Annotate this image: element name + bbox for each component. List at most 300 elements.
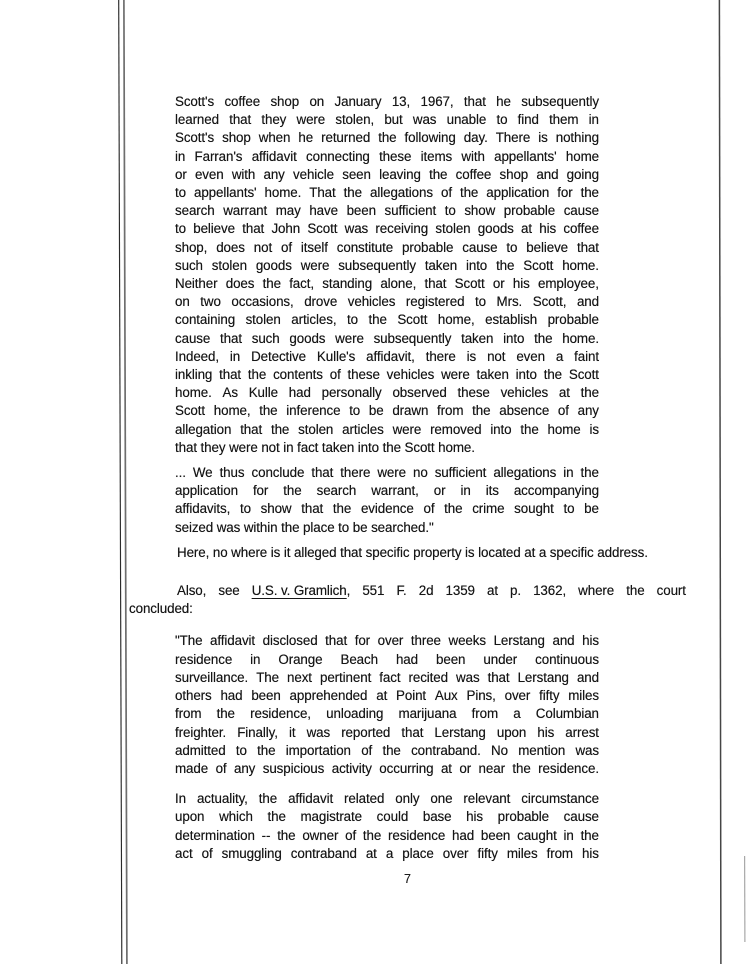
text-line: Here, no where is it alleged that specific property is located at a specific address. xyxy=(177,544,648,560)
word: constitute xyxy=(336,239,394,255)
word: been xyxy=(251,688,281,704)
left-scan-line-dark xyxy=(119,0,122,964)
word: was xyxy=(344,221,369,237)
word: was xyxy=(306,724,331,740)
text-line xyxy=(175,293,599,311)
word: Scott xyxy=(523,257,554,273)
word: his xyxy=(466,809,483,825)
word: the xyxy=(520,421,539,437)
word: these xyxy=(457,385,490,401)
word: contents xyxy=(273,367,323,383)
word: F. xyxy=(396,583,407,599)
word: owner xyxy=(302,827,339,843)
word: cause xyxy=(462,239,498,255)
word: suspicious xyxy=(262,760,325,776)
word: January xyxy=(334,94,382,109)
word: absence xyxy=(499,403,550,419)
word: the xyxy=(459,185,479,201)
word: probable xyxy=(547,312,599,328)
word: any xyxy=(263,166,285,182)
word: the xyxy=(343,185,362,201)
word: even xyxy=(516,348,545,364)
word: show xyxy=(464,203,496,219)
text-line xyxy=(175,760,599,778)
word: recited xyxy=(408,669,448,685)
word: learned xyxy=(175,112,219,128)
word: base xyxy=(422,809,452,825)
word: Mrs. xyxy=(496,294,523,310)
text-line xyxy=(175,790,599,808)
word: that xyxy=(424,276,447,292)
word: is xyxy=(466,348,477,364)
word: for xyxy=(557,185,573,201)
text-line xyxy=(175,129,599,147)
left-scan-line-gray xyxy=(124,0,127,964)
word: Orange xyxy=(278,651,323,667)
word: the xyxy=(247,367,267,383)
word: contraband xyxy=(290,845,357,861)
word: shop, xyxy=(175,239,208,255)
word: been xyxy=(436,651,466,667)
word: with xyxy=(461,148,485,164)
word: shop xyxy=(270,94,300,109)
word: appellants' xyxy=(494,148,557,164)
word: affidavits, xyxy=(175,501,231,517)
word: stolen xyxy=(211,257,247,273)
text-line xyxy=(175,384,599,402)
quote-we-thus-conclude xyxy=(175,464,599,537)
word: activity xyxy=(331,760,372,776)
word: probable xyxy=(402,239,454,255)
word: three xyxy=(410,633,441,649)
word: residence, xyxy=(250,706,311,722)
text-line xyxy=(175,724,599,742)
word: and xyxy=(536,166,559,182)
word: were xyxy=(335,330,364,346)
word: leaving xyxy=(379,166,421,182)
word: the xyxy=(378,130,397,146)
word: residence xyxy=(388,827,446,843)
word: stolen xyxy=(298,421,334,437)
word: in xyxy=(563,827,574,843)
word: Scott xyxy=(175,403,206,419)
word: We xyxy=(192,465,213,481)
word: the xyxy=(258,791,278,807)
word: in xyxy=(175,148,186,164)
word: fact, xyxy=(289,276,314,292)
word: faint xyxy=(574,348,599,364)
text-line: seized was within the place to be searched." xyxy=(175,519,434,535)
word: Kulle xyxy=(248,385,278,401)
word: "The xyxy=(175,633,203,649)
word: alone, xyxy=(380,276,417,292)
word: that xyxy=(240,421,263,437)
word: see xyxy=(218,583,240,599)
text-line xyxy=(175,239,599,257)
word: near xyxy=(478,760,505,776)
word: was xyxy=(456,669,480,685)
word: in xyxy=(563,465,574,481)
word: Kulle's xyxy=(316,348,356,364)
word: his xyxy=(582,633,599,649)
word: shop xyxy=(499,166,529,182)
word: vehicle xyxy=(293,166,334,182)
word: or xyxy=(459,760,472,776)
word: in xyxy=(460,483,471,499)
word: on xyxy=(175,294,190,310)
word: that xyxy=(576,239,599,255)
word: he xyxy=(298,130,314,146)
word: upon xyxy=(175,809,205,825)
word: John xyxy=(271,221,301,237)
word: even xyxy=(194,166,224,182)
word: occasions, xyxy=(231,294,294,310)
word: Columbian xyxy=(535,706,599,722)
word: his xyxy=(537,724,555,740)
word: application xyxy=(486,185,550,201)
word: is xyxy=(538,130,548,146)
word: 2d xyxy=(418,583,434,599)
word: of xyxy=(423,501,435,517)
word: the xyxy=(216,706,235,722)
word: over xyxy=(504,688,531,704)
word: coffee xyxy=(224,94,261,109)
word: stolen xyxy=(435,221,471,237)
word: stolen, xyxy=(335,112,375,128)
word: find xyxy=(517,112,539,128)
text-line xyxy=(175,330,599,348)
word: at xyxy=(376,688,388,704)
word: relevant xyxy=(463,791,511,807)
word: that xyxy=(463,94,486,109)
word: the xyxy=(580,465,599,481)
word: Farran's xyxy=(194,148,243,164)
word: does xyxy=(216,239,245,255)
body-here-no-where xyxy=(129,544,686,562)
word: to xyxy=(347,312,358,328)
word: 1362, xyxy=(533,583,567,599)
document-text xyxy=(129,93,686,863)
word: application xyxy=(175,483,238,499)
word: search xyxy=(175,203,215,219)
word: weeks xyxy=(448,633,486,649)
word: or xyxy=(175,166,187,182)
word: drawn xyxy=(392,403,429,419)
word: it xyxy=(288,724,296,740)
word: returned xyxy=(321,130,371,146)
word: observed xyxy=(392,385,447,401)
word: the xyxy=(368,312,387,328)
word: or xyxy=(433,483,446,499)
word: is xyxy=(589,421,599,437)
text-line xyxy=(175,148,599,166)
word: probable xyxy=(503,203,556,219)
word: the xyxy=(262,276,281,292)
word: the xyxy=(429,166,448,182)
word: home. xyxy=(562,330,599,346)
word: but xyxy=(384,112,403,128)
word: Also, xyxy=(177,583,207,599)
word: from xyxy=(471,706,499,722)
word: determination xyxy=(175,827,255,843)
word: containing xyxy=(175,312,236,328)
word: the xyxy=(444,501,463,517)
word: that xyxy=(301,501,324,517)
word: U.S. v. Gramlich, xyxy=(251,583,351,599)
word: or xyxy=(492,276,505,292)
word: for xyxy=(252,483,269,499)
word: Scott's xyxy=(175,130,215,146)
word: the xyxy=(543,367,563,383)
word: subsequently xyxy=(373,330,452,346)
word: allegations xyxy=(493,465,557,481)
word: the xyxy=(580,385,599,401)
word: with xyxy=(231,166,256,182)
text-line xyxy=(175,651,599,669)
word: been xyxy=(480,827,511,843)
word: search xyxy=(316,483,357,499)
word: Scott xyxy=(454,276,485,292)
word: residence xyxy=(175,651,233,667)
word: court xyxy=(656,583,686,599)
word: that xyxy=(401,724,424,740)
word: them xyxy=(549,112,579,128)
word: that xyxy=(325,633,348,649)
word: marijuana xyxy=(398,706,457,722)
word: only xyxy=(395,791,420,807)
word: In xyxy=(175,791,186,807)
text-line xyxy=(175,111,599,129)
word: admitted xyxy=(175,742,226,758)
word: 13, xyxy=(391,94,411,109)
word: arrest xyxy=(565,724,599,740)
text-line xyxy=(175,808,599,826)
word: may xyxy=(275,203,301,219)
word: the xyxy=(267,809,286,825)
word: Scott xyxy=(307,221,338,237)
word: its xyxy=(485,483,499,499)
text-line xyxy=(175,669,599,687)
word: Lerstang xyxy=(493,633,545,649)
word: disclosed xyxy=(262,633,318,649)
word: in xyxy=(588,112,599,128)
word: of xyxy=(557,403,569,419)
word: actuality, xyxy=(196,791,248,807)
word: Point xyxy=(396,688,427,704)
word: had xyxy=(395,651,418,667)
word: sought xyxy=(514,501,554,517)
word: believe xyxy=(193,221,235,237)
word: home. xyxy=(264,185,302,201)
word: home xyxy=(547,421,581,437)
word: circumstance xyxy=(521,791,599,807)
word: these xyxy=(347,367,380,383)
word: to xyxy=(349,403,361,419)
word: show xyxy=(260,501,292,517)
word: Aux xyxy=(434,688,458,704)
word: miles xyxy=(506,845,538,861)
word: pertinent xyxy=(319,669,372,685)
word: to xyxy=(563,501,575,517)
word: related xyxy=(344,791,385,807)
word: could xyxy=(376,809,409,825)
word: home, xyxy=(437,312,475,328)
word: Neither xyxy=(175,276,218,292)
word: employee, xyxy=(537,276,599,292)
quote-in-actuality xyxy=(175,790,599,863)
word: vehicles xyxy=(347,294,396,310)
word: affidavit xyxy=(210,633,256,649)
word: at xyxy=(365,845,377,861)
text-line xyxy=(175,705,599,723)
text-line xyxy=(175,500,599,518)
word: Pins, xyxy=(466,688,496,704)
word: unable xyxy=(446,112,487,128)
word: goods xyxy=(477,221,514,237)
word: standing xyxy=(322,276,373,292)
word: from xyxy=(546,845,573,861)
word: and xyxy=(576,294,599,310)
text-line xyxy=(175,402,599,420)
word: over xyxy=(442,845,469,861)
word: articles, xyxy=(291,312,337,328)
word: to xyxy=(506,239,518,255)
word: that xyxy=(242,221,265,237)
word: there xyxy=(425,348,456,364)
word: had xyxy=(220,688,243,704)
word: cause xyxy=(175,330,211,346)
word: shop xyxy=(222,130,251,146)
word: the xyxy=(580,827,599,843)
right-scan-line xyxy=(719,0,721,964)
word: of xyxy=(201,845,213,861)
word: under xyxy=(483,651,518,667)
word: Indeed, xyxy=(175,348,219,364)
word: appellants' xyxy=(193,185,257,201)
word: these xyxy=(379,148,412,164)
text-line xyxy=(175,687,599,705)
word: not xyxy=(487,348,506,364)
word: to xyxy=(175,221,186,237)
word: have xyxy=(309,203,338,219)
word: allegations xyxy=(370,185,433,201)
word: a xyxy=(513,706,521,722)
word: No xyxy=(491,742,508,758)
word: 551 xyxy=(362,583,385,599)
word: Lerstang xyxy=(517,669,569,685)
word: the xyxy=(472,403,491,419)
word: act xyxy=(175,845,193,861)
word: to xyxy=(175,185,186,201)
word: to xyxy=(475,294,486,310)
quote-gramlich-affidavit xyxy=(175,632,599,778)
word: apprehended xyxy=(289,688,368,704)
word: affidavit xyxy=(251,148,297,164)
word: subsequently xyxy=(521,94,599,109)
word: the xyxy=(512,760,531,776)
word: accompanying xyxy=(513,483,599,499)
word: itself xyxy=(300,239,328,255)
word: upon xyxy=(496,724,527,740)
text-line xyxy=(175,257,599,275)
body-also-see-gramlich xyxy=(129,582,686,618)
word: to xyxy=(239,501,251,517)
word: articles xyxy=(342,421,384,437)
word: of xyxy=(215,760,227,776)
word: The xyxy=(256,669,279,685)
word: home xyxy=(565,148,599,164)
word: when xyxy=(258,130,291,146)
text-line xyxy=(175,827,599,845)
word: Scott xyxy=(568,367,599,383)
word: goods xyxy=(255,257,292,273)
word: at xyxy=(486,583,498,599)
word: inkling xyxy=(175,367,213,383)
word: magistrate xyxy=(300,809,362,825)
word: ... xyxy=(175,465,186,481)
word: the xyxy=(277,827,296,843)
word: into xyxy=(465,257,488,273)
word: cause xyxy=(563,809,599,825)
word: the xyxy=(270,421,290,437)
word: home. xyxy=(562,257,599,273)
word: Detective xyxy=(251,348,306,364)
word: seen xyxy=(342,166,371,182)
word: they xyxy=(261,112,287,128)
word: in xyxy=(229,348,241,364)
page-number: 7 xyxy=(404,872,411,886)
word: at xyxy=(440,760,452,776)
word: sufficient xyxy=(384,203,437,219)
text-line xyxy=(175,366,599,384)
word: 1359 xyxy=(445,583,475,599)
word: personally xyxy=(321,385,382,401)
word: conclude xyxy=(251,465,305,481)
word: others xyxy=(175,688,212,704)
word: evidence xyxy=(360,501,414,517)
word: on xyxy=(309,94,325,109)
word: he xyxy=(496,94,511,109)
word: there xyxy=(340,465,371,481)
word: continuous xyxy=(535,651,599,667)
word: contraband. xyxy=(411,742,481,758)
word: caught xyxy=(517,827,557,843)
word: day. xyxy=(463,130,488,146)
text-line xyxy=(175,845,599,863)
word: coffee xyxy=(455,166,492,182)
word: where xyxy=(578,583,615,599)
word: reported xyxy=(341,724,391,740)
word: not xyxy=(253,239,273,255)
word: the xyxy=(580,185,599,201)
word: were xyxy=(296,112,326,128)
word: at xyxy=(521,221,532,237)
text-line xyxy=(175,184,599,202)
word: As xyxy=(222,385,238,401)
word: that xyxy=(311,465,334,481)
word: into xyxy=(515,367,537,383)
word: freighter. xyxy=(175,724,227,740)
word: Lerstang xyxy=(434,724,486,740)
quote-scott-home xyxy=(175,93,599,457)
word: does xyxy=(225,276,255,292)
word: thus xyxy=(219,465,245,481)
word: There xyxy=(495,130,531,146)
text-line xyxy=(175,93,599,111)
word: to xyxy=(444,203,456,219)
word: a xyxy=(385,845,394,861)
word: to xyxy=(235,742,247,758)
